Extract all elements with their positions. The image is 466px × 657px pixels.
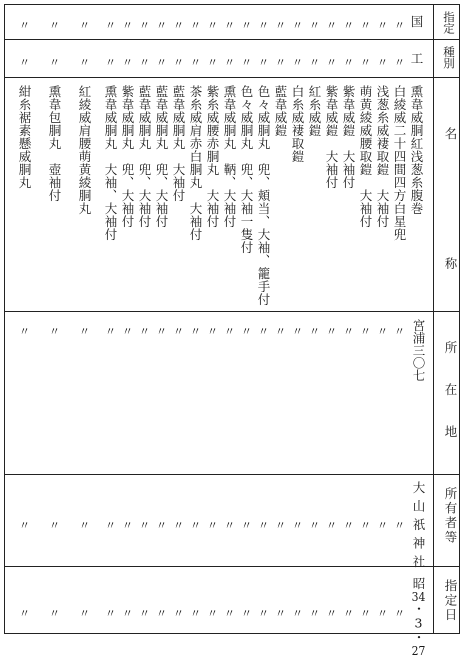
- ditto-mark: 〃: [207, 519, 218, 532]
- ditto-mark: 〃: [360, 56, 371, 69]
- header-name: 称: [443, 257, 458, 270]
- ditto-mark: 〃: [122, 56, 133, 69]
- item-name: 藍韋威胴丸 兜、大袖付: [154, 85, 169, 228]
- ditto-mark: 〃: [122, 19, 133, 32]
- header-location: 在: [443, 383, 458, 396]
- ditto-mark: 〃: [377, 56, 388, 69]
- ditto-mark: 〃: [190, 19, 201, 32]
- ditto-mark: 〃: [292, 19, 303, 32]
- ditto-mark: 〃: [156, 607, 167, 620]
- ditto-mark: 〃: [105, 19, 116, 32]
- document-table: [4, 4, 460, 657]
- item-name: 茶糸威肩赤白胴丸 大袖付: [188, 85, 203, 241]
- item-name: 浅葱糸威褄取鎧 大袖付: [375, 85, 390, 228]
- ditto-mark: 〃: [224, 519, 235, 532]
- header-name: 名: [443, 127, 458, 140]
- date-value: [411, 577, 425, 657]
- date-sep: ・: [411, 602, 426, 616]
- ditto-mark: 〃: [207, 19, 218, 32]
- ditto-mark: 〃: [377, 607, 388, 620]
- ditto-mark: 〃: [190, 56, 201, 69]
- ditto-mark: 〃: [19, 56, 30, 69]
- ditto-mark: 〃: [224, 19, 235, 32]
- date-era: 昭: [411, 577, 426, 590]
- item-name: 萌黄綾威腰取鎧 大袖付: [358, 85, 373, 228]
- ditto-mark: 〃: [343, 325, 354, 338]
- row-divider: [5, 77, 459, 78]
- header-location: 所: [443, 341, 458, 354]
- ditto-mark: 〃: [343, 607, 354, 620]
- ditto-mark: 〃: [360, 19, 371, 32]
- ditto-mark: 〃: [309, 607, 320, 620]
- ditto-mark: 〃: [19, 607, 30, 620]
- ditto-mark: 〃: [241, 19, 252, 32]
- ditto-mark: 〃: [377, 519, 388, 532]
- ditto-mark: 〃: [139, 607, 150, 620]
- item-name: 藍韋威胴丸 兜、大袖付: [137, 85, 152, 228]
- ditto-mark: 〃: [139, 56, 150, 69]
- row-divider: [5, 39, 459, 40]
- ditto-mark: 〃: [275, 325, 286, 338]
- ditto-mark: 〃: [258, 519, 269, 532]
- ditto-mark: 〃: [190, 519, 201, 532]
- item-name: 色々威胴丸 兜、大袖一隻付: [239, 85, 254, 254]
- ditto-mark: 〃: [49, 19, 60, 32]
- ditto-mark: 〃: [241, 607, 252, 620]
- ditto-mark: 〃: [292, 56, 303, 69]
- ditto-mark: 〃: [105, 56, 116, 69]
- item-name: 紅綾威肩腰萌黄綾胴丸: [77, 85, 92, 215]
- owner-value: 大山祇神社: [411, 481, 426, 574]
- row-divider: [5, 474, 459, 475]
- ditto-mark: 〃: [156, 325, 167, 338]
- ditto-mark: 〃: [79, 519, 90, 532]
- ditto-mark: 〃: [156, 519, 167, 532]
- ditto-mark: 〃: [49, 56, 60, 69]
- ditto-mark: 〃: [49, 607, 60, 620]
- ditto-mark: 〃: [173, 519, 184, 532]
- ditto-mark: 〃: [258, 56, 269, 69]
- ditto-mark: 〃: [173, 607, 184, 620]
- item-name: 熏韋威胴紅浅葱糸腹巻: [409, 85, 424, 215]
- ditto-mark: 〃: [326, 607, 337, 620]
- item-name: 紺糸裾素懸威胴丸: [17, 85, 32, 189]
- ditto-mark: 〃: [309, 519, 320, 532]
- ditto-mark: 〃: [394, 607, 405, 620]
- header-column-divider: [433, 5, 434, 633]
- header-type: 種別: [442, 46, 456, 69]
- ditto-mark: 〃: [360, 325, 371, 338]
- ditto-mark: 〃: [394, 519, 405, 532]
- ditto-mark: 〃: [79, 19, 90, 32]
- ditto-mark: 〃: [156, 56, 167, 69]
- date-year: 34: [411, 590, 426, 603]
- ditto-mark: 〃: [326, 19, 337, 32]
- item-name: 紫韋威鎧 大袖付: [324, 85, 339, 189]
- ditto-mark: 〃: [275, 19, 286, 32]
- ditto-mark: 〃: [19, 325, 30, 338]
- ditto-mark: 〃: [122, 519, 133, 532]
- ditto-mark: 〃: [79, 325, 90, 338]
- item-name: 熏韋威胴丸 大袖、大袖付: [103, 85, 118, 241]
- ditto-mark: 〃: [49, 325, 60, 338]
- ditto-mark: 〃: [241, 56, 252, 69]
- row-divider: [5, 566, 459, 567]
- ditto-mark: 〃: [224, 56, 235, 69]
- ditto-mark: 〃: [360, 519, 371, 532]
- item-name: 色々威胴丸 兜、頬当、大袖、籠手付: [256, 85, 271, 306]
- ditto-mark: 〃: [19, 19, 30, 32]
- date-day: 27: [411, 644, 426, 657]
- date-sep: ・: [411, 631, 426, 644]
- item-name: 紫韋威胴丸 兜、大袖付: [120, 85, 135, 228]
- ditto-mark: 〃: [122, 325, 133, 338]
- header-date: 指定日: [443, 579, 458, 623]
- ditto-mark: 〃: [139, 19, 150, 32]
- item-name: 白綾威二十四間四方白星兜: [392, 85, 407, 241]
- ditto-mark: 〃: [173, 56, 184, 69]
- ditto-mark: 〃: [105, 325, 116, 338]
- item-name: 白糸威褄取鎧: [290, 85, 305, 163]
- ditto-mark: 〃: [275, 519, 286, 532]
- ditto-mark: 〃: [173, 19, 184, 32]
- header-designation: 指定: [442, 11, 456, 34]
- item-name: 藍韋威胴丸 大袖付: [171, 85, 186, 202]
- item-name: 藍韋威鎧: [273, 85, 288, 137]
- ditto-mark: 〃: [207, 607, 218, 620]
- item-name: 熏韋包胴丸 壺袖付: [47, 85, 62, 202]
- ditto-mark: 〃: [190, 325, 201, 338]
- ditto-mark: 〃: [394, 56, 405, 69]
- date-month: 3: [411, 615, 426, 631]
- ditto-mark: 〃: [139, 519, 150, 532]
- ditto-mark: 〃: [105, 519, 116, 532]
- ditto-mark: 〃: [258, 325, 269, 338]
- item-name: 紅糸威鎧: [307, 85, 322, 137]
- ditto-mark: 〃: [122, 607, 133, 620]
- designation-value: 国: [409, 15, 424, 28]
- ditto-mark: 〃: [241, 325, 252, 338]
- ditto-mark: 〃: [377, 19, 388, 32]
- item-name: 熏韋威胴丸 鞆、大袖付: [222, 85, 237, 228]
- ditto-mark: 〃: [49, 519, 60, 532]
- ditto-mark: 〃: [326, 519, 337, 532]
- ditto-mark: 〃: [292, 325, 303, 338]
- item-name: 紫韋威鎧 大袖付: [341, 85, 356, 189]
- row-divider: [5, 311, 459, 312]
- ditto-mark: 〃: [343, 519, 354, 532]
- ditto-mark: 〃: [79, 56, 90, 69]
- ditto-mark: 〃: [241, 519, 252, 532]
- ditto-mark: 〃: [360, 607, 371, 620]
- ditto-mark: 〃: [19, 519, 30, 532]
- ditto-mark: 〃: [207, 56, 218, 69]
- ditto-mark: 〃: [275, 56, 286, 69]
- ditto-mark: 〃: [258, 19, 269, 32]
- ditto-mark: 〃: [292, 519, 303, 532]
- ditto-mark: 〃: [173, 325, 184, 338]
- ditto-mark: 〃: [309, 56, 320, 69]
- type-value: 工: [409, 52, 424, 65]
- ditto-mark: 〃: [156, 19, 167, 32]
- location-value: 宮浦三〇七: [411, 319, 426, 382]
- ditto-mark: 〃: [343, 56, 354, 69]
- ditto-mark: 〃: [326, 56, 337, 69]
- ditto-mark: 〃: [343, 19, 354, 32]
- header-location: 地: [443, 425, 458, 438]
- ditto-mark: 〃: [105, 607, 116, 620]
- ditto-mark: 〃: [275, 607, 286, 620]
- ditto-mark: 〃: [224, 325, 235, 338]
- ditto-mark: 〃: [326, 325, 337, 338]
- ditto-mark: 〃: [309, 325, 320, 338]
- ditto-mark: 〃: [394, 325, 405, 338]
- ditto-mark: 〃: [309, 19, 320, 32]
- ditto-mark: 〃: [207, 325, 218, 338]
- item-name: 紫糸威腰赤胴丸 大袖付: [205, 85, 220, 228]
- ditto-mark: 〃: [190, 607, 201, 620]
- ditto-mark: 〃: [377, 325, 388, 338]
- ditto-mark: 〃: [292, 607, 303, 620]
- ditto-mark: 〃: [79, 607, 90, 620]
- ditto-mark: 〃: [394, 19, 405, 32]
- header-owner: 所有者等: [443, 487, 458, 545]
- ditto-mark: 〃: [224, 607, 235, 620]
- ditto-mark: 〃: [258, 607, 269, 620]
- ditto-mark: 〃: [139, 325, 150, 338]
